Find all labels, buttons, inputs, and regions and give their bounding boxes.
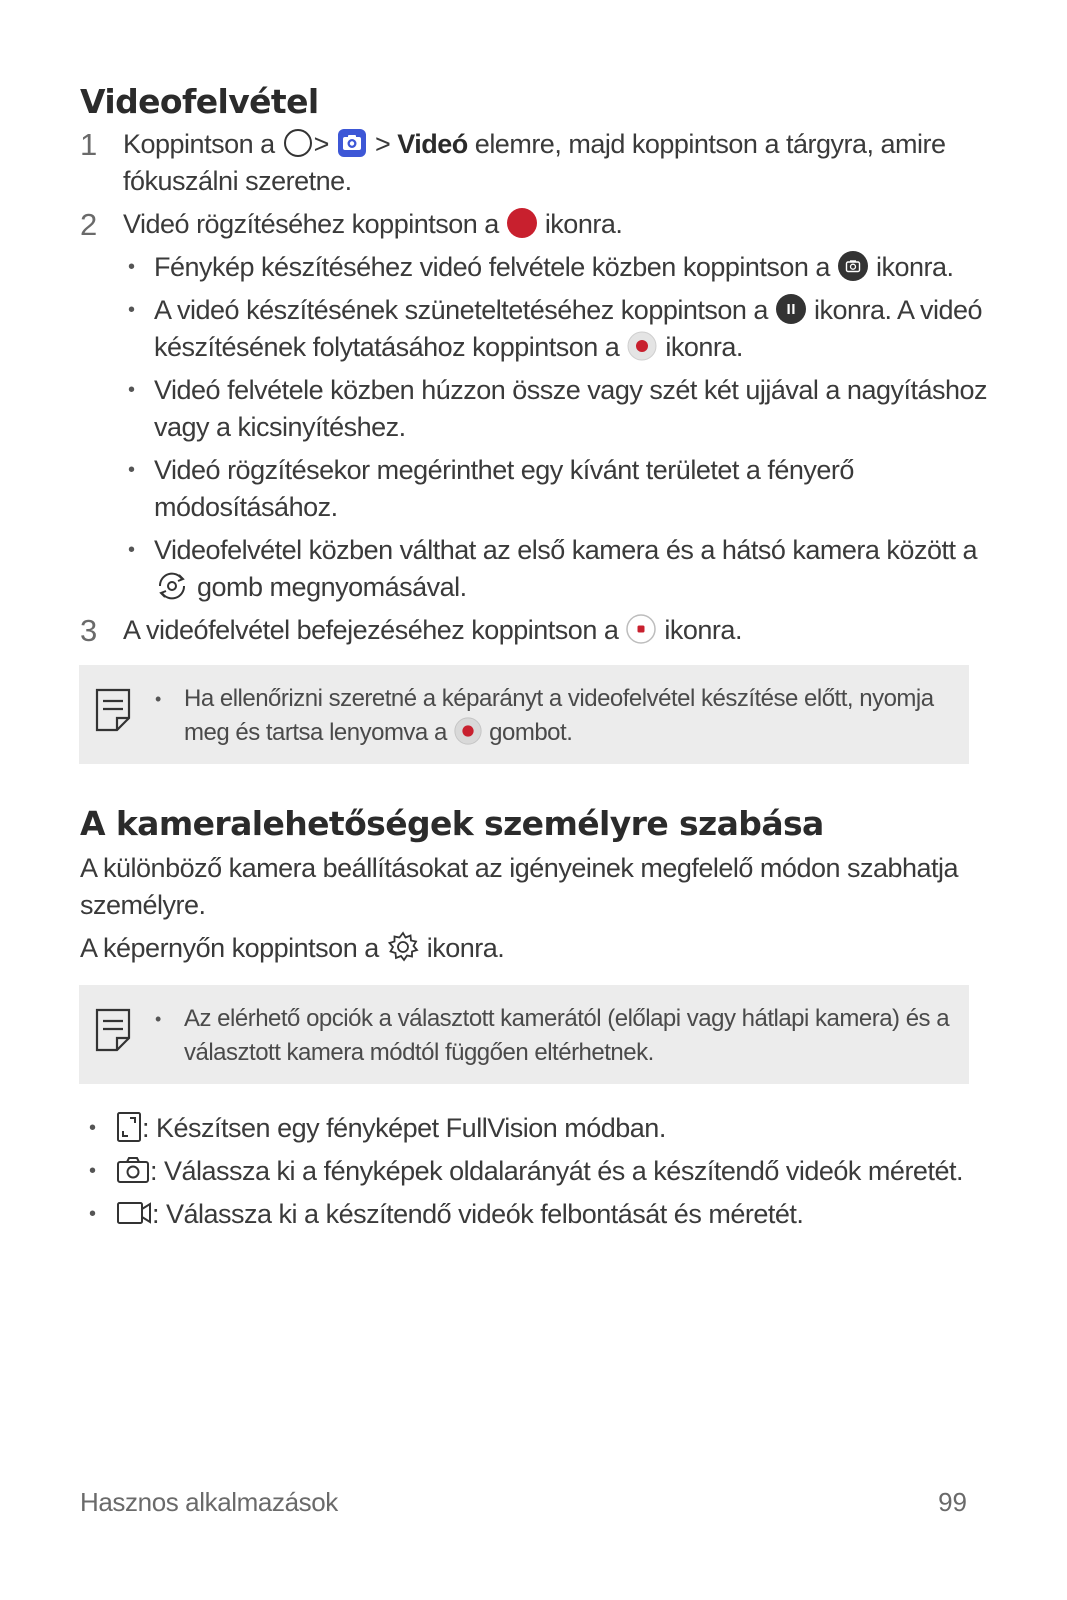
- separator: >: [313, 129, 329, 159]
- paragraph: A különböző kamera beállításokat az igényeinek megfelelő módon szabhatja személyre.: [80, 853, 959, 920]
- list-item-text: A videó készítésének szüneteltetéséhez koppintson a: [154, 295, 768, 325]
- list-item-text: Videofelvétel közben válthat az első kamera és a hátsó kamera között a: [154, 535, 977, 565]
- footer-section-name: Hasznos alkalmazások: [80, 1487, 338, 1517]
- list-item-text: ikonra. A videó készítésének folytatásához koppintson a: [154, 295, 983, 362]
- section-title-camera-options: A kameralehetőségek személyre szabása: [80, 804, 824, 843]
- step-number: 1: [80, 127, 97, 162]
- list-item-text: ikonra.: [665, 332, 743, 362]
- switch-camera-icon: [154, 569, 190, 603]
- step-1: [80, 126, 992, 200]
- camera-options-list: [80, 1110, 992, 1233]
- fullvision-icon: [116, 1111, 142, 1143]
- pause-icon: [775, 293, 807, 325]
- list-item-text: gomb megnyomásával.: [197, 572, 467, 602]
- step-2-bullets: [123, 249, 992, 606]
- list-item: [123, 372, 992, 446]
- settings-gear-icon: [386, 930, 420, 964]
- record-icon: [506, 207, 538, 239]
- resume-record-icon: [626, 330, 658, 362]
- list-item-text: ikonra.: [875, 252, 954, 282]
- stop-record-icon: [625, 613, 657, 645]
- list-item-text: Fénykép készítéséhez videó felvétele közben koppintson a: [154, 252, 830, 282]
- note-icon: [94, 687, 132, 738]
- video-size-icon: [116, 1199, 152, 1227]
- list-item: [80, 1110, 992, 1147]
- list-item: [123, 452, 992, 526]
- camera-app-icon: [336, 127, 368, 159]
- list-item: [123, 249, 992, 286]
- paragraph-text: ikonra.: [426, 933, 505, 963]
- list-item: [80, 1196, 992, 1233]
- step-text: Videó rögzítéséhez koppintson a: [123, 209, 499, 239]
- note-text-part: Ha ellenőrizni szeretné a képarányt a videofelvétel készítése előtt, nyomja meg és tartsa lenyomva a: [184, 685, 934, 746]
- step-text: Koppintson a: [123, 129, 275, 159]
- step-text: ikonra.: [544, 209, 623, 239]
- step-text: A videófelvétel befejezéséhez koppintson a: [123, 615, 619, 645]
- section-title-videofelvetel: Videofelvétel: [80, 82, 319, 121]
- camera-size-icon: [116, 1155, 150, 1185]
- list-item-text: : Készítsen egy fényképet FullVision módban.: [142, 1113, 666, 1143]
- separator: >: [374, 129, 391, 159]
- step-number: 2: [80, 207, 97, 242]
- step-number: 3: [80, 613, 97, 648]
- capture-photo-icon: [837, 250, 869, 282]
- paragraph-text: A képernyőn koppintson a: [80, 933, 379, 963]
- list-item-text: : Válassza ki a fényképek oldalarányát és a készítendő videók méretét.: [150, 1156, 963, 1186]
- step-text: ikonra.: [664, 615, 742, 645]
- step-2: [80, 206, 992, 606]
- list-item-text: Videó rögzítésekor megérinthet egy kívánt területet a fényerő módosításához.: [154, 455, 854, 522]
- video-label: Videó: [397, 129, 468, 159]
- step-3: [80, 612, 992, 649]
- note-text: [184, 682, 969, 750]
- record-button-icon: [453, 716, 483, 746]
- list-item: [80, 1153, 992, 1190]
- note-box: [79, 665, 969, 764]
- step-text: elemre, majd koppintson a tárgyra, amire fókuszálni szeretne.: [123, 129, 946, 196]
- list-item-text: Videó felvétele közben húzzon össze vagy szét két ujjával a nagyításhoz vagy a kicsinyítéshez.: [154, 375, 988, 442]
- note-box: [79, 985, 969, 1084]
- note-text-part: gombot.: [489, 719, 573, 746]
- note-icon: [94, 1007, 132, 1058]
- list-item: [123, 532, 992, 606]
- list-item-text: : Válassza ki a készítendő videók felbontását és méretét.: [152, 1199, 804, 1229]
- paragraph: [80, 930, 992, 967]
- list-item: [123, 292, 992, 366]
- page-number: 99: [938, 1487, 967, 1517]
- note-text: • Az elérhető opciók a választott kamerától (előlapi vagy hátlapi kamera) és a választott kamera módtól függően eltérhetnek.: [184, 1002, 969, 1070]
- home-button-icon: [282, 127, 314, 159]
